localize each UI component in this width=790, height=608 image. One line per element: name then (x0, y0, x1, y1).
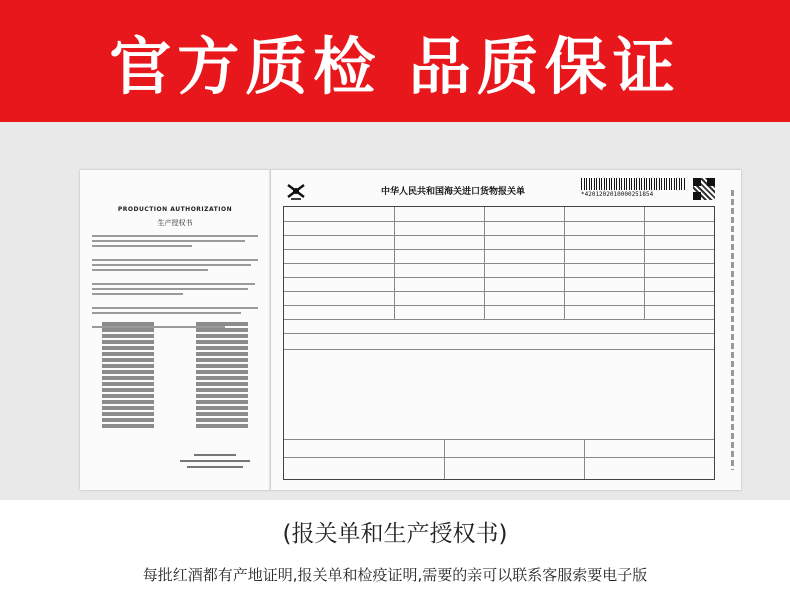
customs-declaration-document (270, 170, 741, 490)
customs-emblem-icon (285, 180, 307, 202)
authorization-code-table (102, 320, 248, 430)
qr-code-icon (693, 178, 715, 200)
customs-form-table (283, 206, 715, 480)
production-authorization-document (80, 170, 270, 490)
banner-title: 官方质检 品质保证 (109, 29, 681, 103)
authorization-signature-stamp (180, 450, 250, 480)
customs-form-title: 中华人民共和国海关进口货物报关单 (381, 187, 526, 197)
authorization-subtitle: 生产授权书 (157, 219, 193, 227)
header-banner (0, 0, 790, 122)
barcode-icon (581, 178, 686, 190)
authorization-title: PRODUCTION AUTHORIZATION (117, 206, 233, 213)
document-caption: (报关单和生产授权书) (282, 521, 508, 547)
barcode-number: *4201202010000251854 (581, 191, 654, 198)
pdf-watermark (727, 190, 739, 480)
footer-note: 每批红酒都有产地证明,报关单和检疫证明,需要的亲可以联系客服索要电子版 (142, 566, 648, 584)
authorization-body-text (92, 232, 258, 331)
